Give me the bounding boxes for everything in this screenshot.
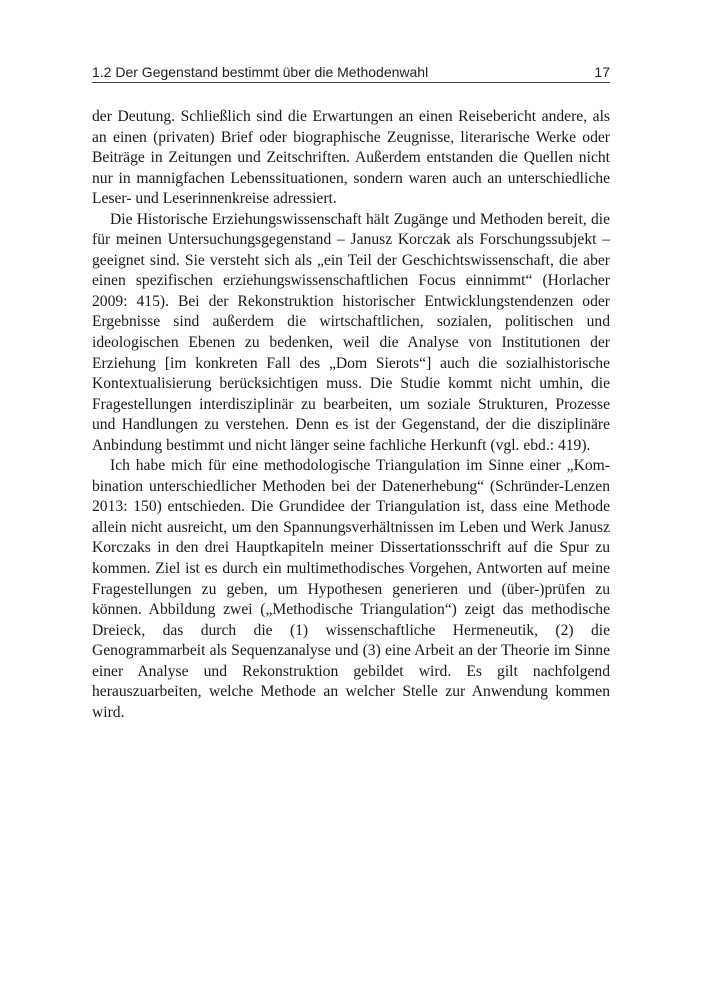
body-text <box>92 107 610 723</box>
paragraph-3: Ich habe mich für eine methodologische Triangulation im Sinne einer „Kombination unterschiedlicher Methoden bei der Datenerhebung“ (Schründer-Lenzen 2013: 150) entschieden. Die Grundidee der Triangulation ist, dass eine Methode allein nicht ausreicht, um den Spannungsverhältnissen im Leben und Werk Janusz Korczaks in den drei Hauptkapiteln meiner Dissertationsschrift auf die Spur zu kommen. Ziel ist es durch ein multimethodisches Vorgehen, Antworten auf meine Fragestellungen zu geben, um Hypothesen generieren und (über-)prüfen zu können. Abbildung zwei („Methodische Triangulation“) zeigt das methodische Dreieck, das durch die (1) wissenschaftliche Hermeneutik, (2) die Genogrammarbeit als Sequenzanalyse und (3) eine Arbeit an der Theorie im Sinne einer Analyse und Rekonstruktion gebildet wird. Es gilt nachfolgend herauszuarbeiten, welche Methode an welcher Stelle zur Anwendung kommen wird. <box>92 457 610 721</box>
page-number: 17 <box>594 64 610 80</box>
section-title: 1.2 Der Gegenstand bestimmt über die Methodenwahl <box>92 64 429 80</box>
paragraph-1: der Deutung. Schließlich sind die Erwartungen an einen Reisebericht andere, als an einen (privaten) Brief oder biographische Zeugnisse, literarische Werke oder Beiträge in Zeitungen und Zeitschriften. Außerdem entstanden die Quellen nicht nur in mannigfachen Lebenssituationen, sondern waren auch an unterschiedliche Leser- und Leserinnenkreise adressiert. <box>92 108 610 208</box>
running-head <box>92 58 610 80</box>
paragraph-2: Die Historische Erziehungswissenschaft hält Zugänge und Methoden bereit, die für meinen Untersuchungsgegenstand – Janusz Korczak als Forschungssubjekt – geeignet sind. Sie versteht sich als „ein Teil der Geschichtswissenschaft, die aber einen spezifischen erziehungswissenschaftlichen Focus einnimmt“ (Horlacher 2009: 415). Bei der Rekonstruktion historischer Entwicklungstendenzen oder Ergebnisse sind außerdem die wirtschaftlichen, sozialen, politischen und ideologischen Ebenen zu bedenken, weil die Analyse von Institutionen der Erziehung [im konkreten Fall des „Dom Sierots“] auch die sozialhistorische Kontextualisierung berücksichtigen muss. Die Studie kommt nicht umhin, die Fragestellungen interdisziplinär zu bearbeiten, um soziale Strukturen, Prozesse und Handlungen zu verstehen. Denn es ist der Gegenstand, der die disziplinäre Anbindung bestimmt und nicht länger seine fachliche Herkunft (vgl. ebd.: 419). <box>92 210 610 454</box>
header-rule <box>92 82 610 83</box>
